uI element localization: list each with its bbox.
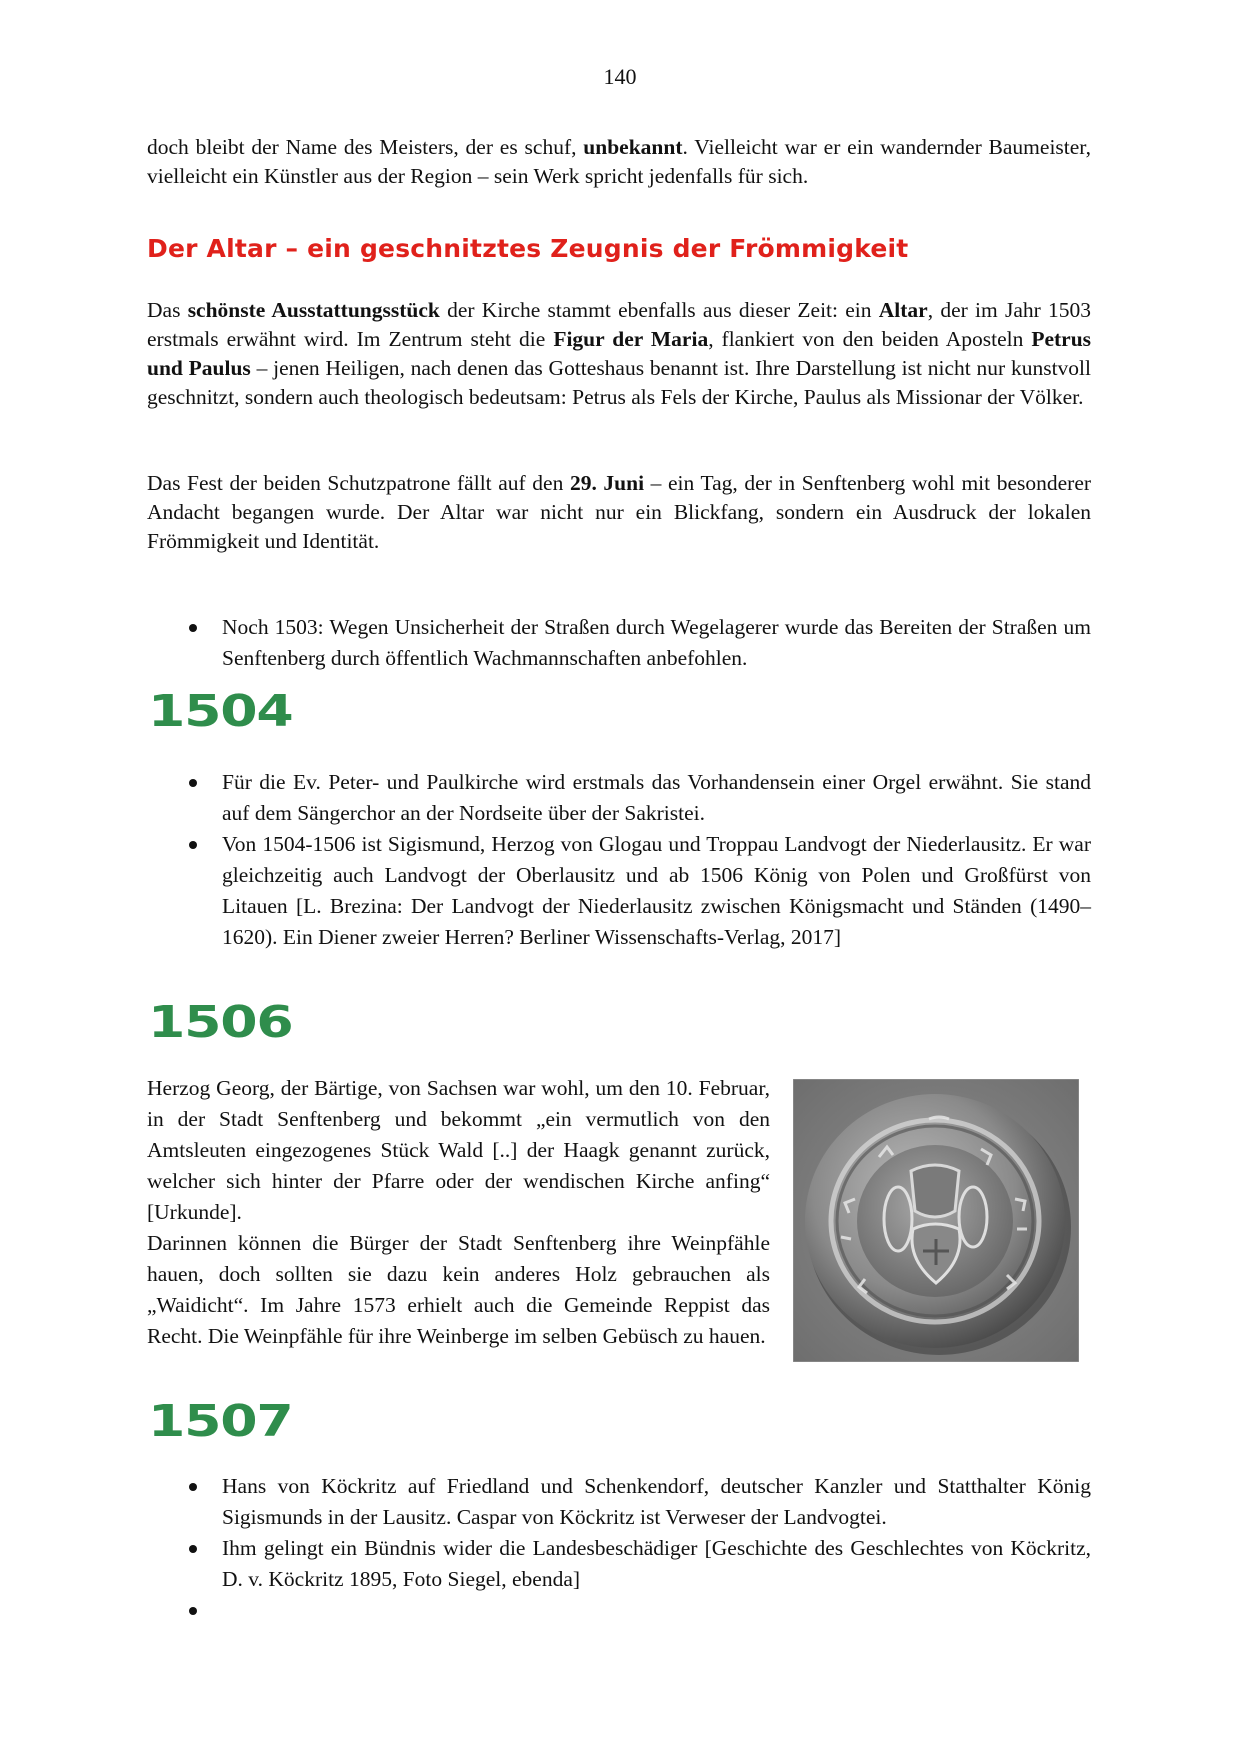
seal-icon	[793, 1079, 1079, 1362]
text-run: der Kirche stammt ebenfalls aus dieser Zeit: ein	[439, 298, 879, 322]
feast-paragraph	[147, 469, 1091, 556]
page-number: 140	[603, 64, 637, 89]
bold-run: Altar	[878, 298, 928, 322]
bullet-list-1503	[147, 612, 1091, 674]
list-item: Für die Ev. Peter- und Paulkirche wird erstmals das Vorhandensein einer Orgel erwähnt. Sie stand auf dem Sängerchor an der Nordseite über der Sakristei.	[147, 767, 1091, 829]
list-item-empty	[147, 1595, 1091, 1626]
text-run: – jenen Heiligen, nach denen das Gotteshaus benannt ist. Ihre Darstellung ist nicht nur kunstvoll geschnitzt, sondern auch theologisch bedeutsam: Petrus als Fels der Kirche, Paulus als Missionar der Völker.	[147, 356, 1091, 409]
text-run: – ein Tag, der in Senftenberg wohl mit besonderer Andacht begangen wurde. Der Altar war nicht nur ein Blickfang, sondern ein Ausdruck der lokalen Frömmigkeit und Identität.	[147, 471, 1092, 553]
text-run: Herzog Georg, der Bärtige, von Sachsen war wohl, um den 10. Februar, in der Stadt Senftenberg und bekommt „ein vermutlich von den Amtsleuten eingezogenes Stück Wald [..] der Haagk genannt zurück, welcher sich hinter der Pfarre oder der wendischen Kirche anfing“ [Urkunde].	[147, 1076, 770, 1224]
intro-bold: unbekannt	[583, 135, 683, 159]
bold-run: Petrus und Paulus	[147, 327, 1092, 380]
intro-paragraph	[147, 133, 1091, 191]
text-run: Darinnen können die Bürger der Stadt Senftenberg ihre Weinpfähle hauen, doch sollten sie dazu kein anderes Holz gebrauchen als „Waidicht“. Im Jahre 1573 erhielt auch die Gemeinde Reppist das Recht. Die Weinpfähle für ihre Weinberge im selben Gebüsch zu hauen.	[147, 1231, 770, 1348]
bold-run: schönste Ausstattungsstück	[187, 298, 440, 322]
section-heading: Der Altar – ein geschnitztes Zeugnis der Frömmigkeit	[147, 234, 909, 263]
list-item: Von 1504-1506 ist Sigismund, Herzog von Glogau und Troppau Landvogt der Niederlausitz. Er war gleichzeitig auch Landvogt der Oberlausitz und ab 1506 König von Polen und Großfürst von Litauen [L. Brezina: Der Landvogt der Niederlausitz zwischen Königsmacht und Ständen (1490–1620). Ein Diener zweier Herren? Berliner Wissenschafts-Verlag, 2017]	[147, 829, 1091, 953]
text-run: Das Fest der beiden Schutzpatrone fällt auf den	[147, 471, 570, 495]
year-heading-1506: 1506	[148, 997, 293, 1048]
bullet-list-1504	[147, 767, 1091, 953]
altar-paragraph	[147, 296, 1091, 412]
bullet-list-1507	[147, 1471, 1091, 1626]
georg-paragraph	[147, 1073, 770, 1352]
bold-run: 29. Juni	[569, 471, 645, 495]
year-heading-1504: 1504	[148, 686, 293, 737]
seal-photo	[793, 1079, 1079, 1362]
list-item: Noch 1503: Wegen Unsicherheit der Straßen durch Wegelagerer wurde das Bereiten der Straßen um Senftenberg durch öffentlich Wachmannschaften anbefohlen.	[147, 612, 1091, 674]
intro-text: doch bleibt der Name des Meisters, der es schuf,	[147, 135, 584, 159]
year-heading-1507: 1507	[148, 1396, 293, 1447]
intro-text-end: . Vielleicht war er ein wandernder Baumeister, vielleicht ein Künstler aus der Region – sein Werk spricht jedenfalls für sich.	[147, 135, 1091, 188]
text-run: , flankiert von den beiden Aposteln	[708, 327, 1032, 351]
bold-run: Figur der Maria	[553, 327, 709, 351]
text-run: , der im Jahr 1503 erstmals erwähnt wird. Im Zentrum steht die	[147, 298, 1092, 351]
list-item: Ihm gelingt ein Bündnis wider die Landesbeschädiger [Geschichte des Geschlechtes von Köckritz, D. v. Köckritz 1895, Foto Siegel, ebenda]	[147, 1533, 1091, 1595]
list-item: Hans von Köckritz auf Friedland und Schenkendorf, deutscher Kanzler und Statthalter König Sigismunds in der Lausitz. Caspar von Köckritz ist Verweser der Landvogtei.	[147, 1471, 1091, 1533]
text-run: Das	[147, 298, 188, 322]
